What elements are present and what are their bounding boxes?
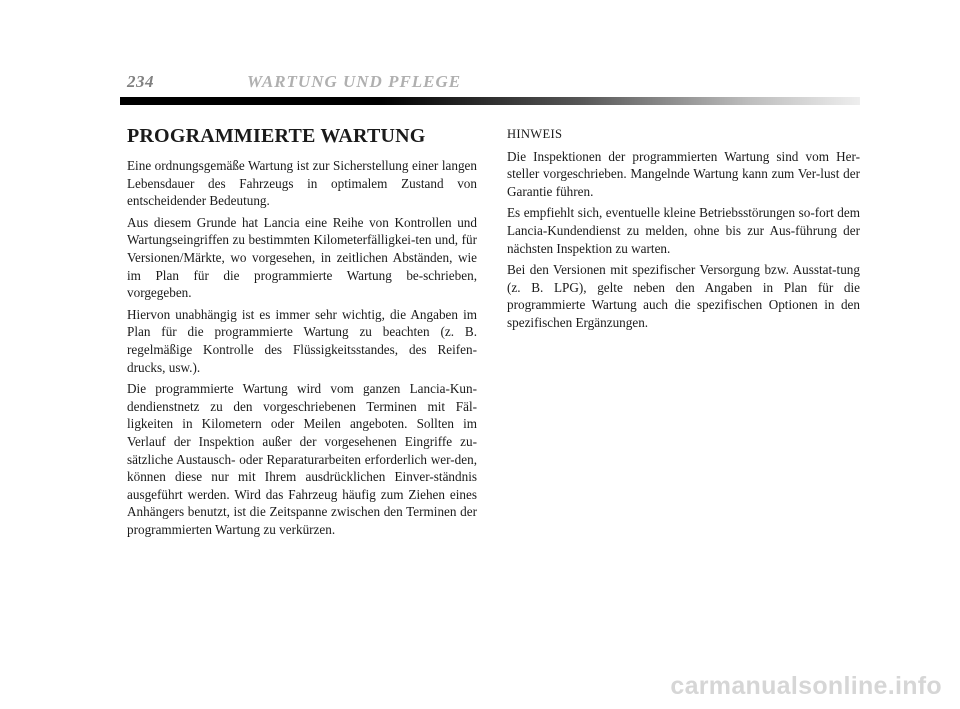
paragraph: Eine ordnungsgemäße Wartung ist zur Sicherstellung einer langen Lebensdauer des Fahrzeugs in optimalem Zustand von entscheidender Bedeutung. bbox=[127, 158, 477, 209]
paragraph: Die programmierte Wartung wird vom ganzen Lancia-Kun-dendienstnetz zu den vorgeschriebenen Terminen mit Fäl-ligkeiten in Kilometern oder Meilen angeboten. Sollten im Verlauf der Inspektion außer der vorgesehenen Eingriffe zu-sätzliche Austausch- oder Reparaturarbeiten erforderlich wer-den, können diese nur mit Ihrem ausdrücklichen Einver-ständnis ausgeführt werden. Wird das Fahrzeug häufig zum Ziehen eines Anhängers benutzt, ist die Zeitspanne zwischen den Terminen der programmierten Wartung zu verkürzen. bbox=[127, 381, 477, 537]
paragraph: Die Inspektionen der programmierten Wartung sind vom Her-steller vorgeschrieben. Mangelnde Wartung kann zum Ver-lust der Garantie führen. bbox=[507, 148, 860, 199]
paragraph: Hiervon unabhängig ist es immer sehr wichtig, die Angaben im Plan für die programmierte Wartung zu beachten (z. B. regelmäßige Kontrolle des Flüssigkeitsstandes, des Reifen-drucks, usw.). bbox=[127, 306, 477, 375]
header-rule bbox=[120, 97, 860, 105]
page-number: 234 bbox=[127, 72, 154, 91]
left-column bbox=[127, 124, 477, 542]
watermark-link[interactable]: carmanualsonline.info bbox=[670, 672, 942, 700]
section-title: PROGRAMMIERTE WARTUNG bbox=[127, 125, 426, 147]
note-label: HINWEIS bbox=[507, 127, 563, 141]
paragraph: Es empfiehlt sich, eventuelle kleine Betriebsstörungen so-fort dem Lancia-Kundendienst zu melden, ohne bis zur Aus-führung der nächsten Inspektion zu warten. bbox=[507, 205, 860, 256]
paragraph: Bei den Versionen mit spezifischer Versorgung bzw. Ausstat-tung (z. B. LPG), gelte neben den Angaben in Plan für die programmierte Wartung auch die spezifischen Optionen in den spezifischen Ergänzungen. bbox=[507, 262, 860, 330]
paragraph: Aus diesem Grunde hat Lancia eine Reihe von Kontrollen und Wartungseingriffen zu bestimmten Kilometerfälligkei-ten und, für Versionen/Märkte, wo vorgesehen, in zeitlichen Abständen, wie im Plan für die programmierte Wartung be-schrieben, vorgegeben. bbox=[127, 214, 477, 301]
running-header: WARTUNG UND PFLEGE bbox=[247, 72, 462, 91]
right-column bbox=[507, 126, 860, 336]
